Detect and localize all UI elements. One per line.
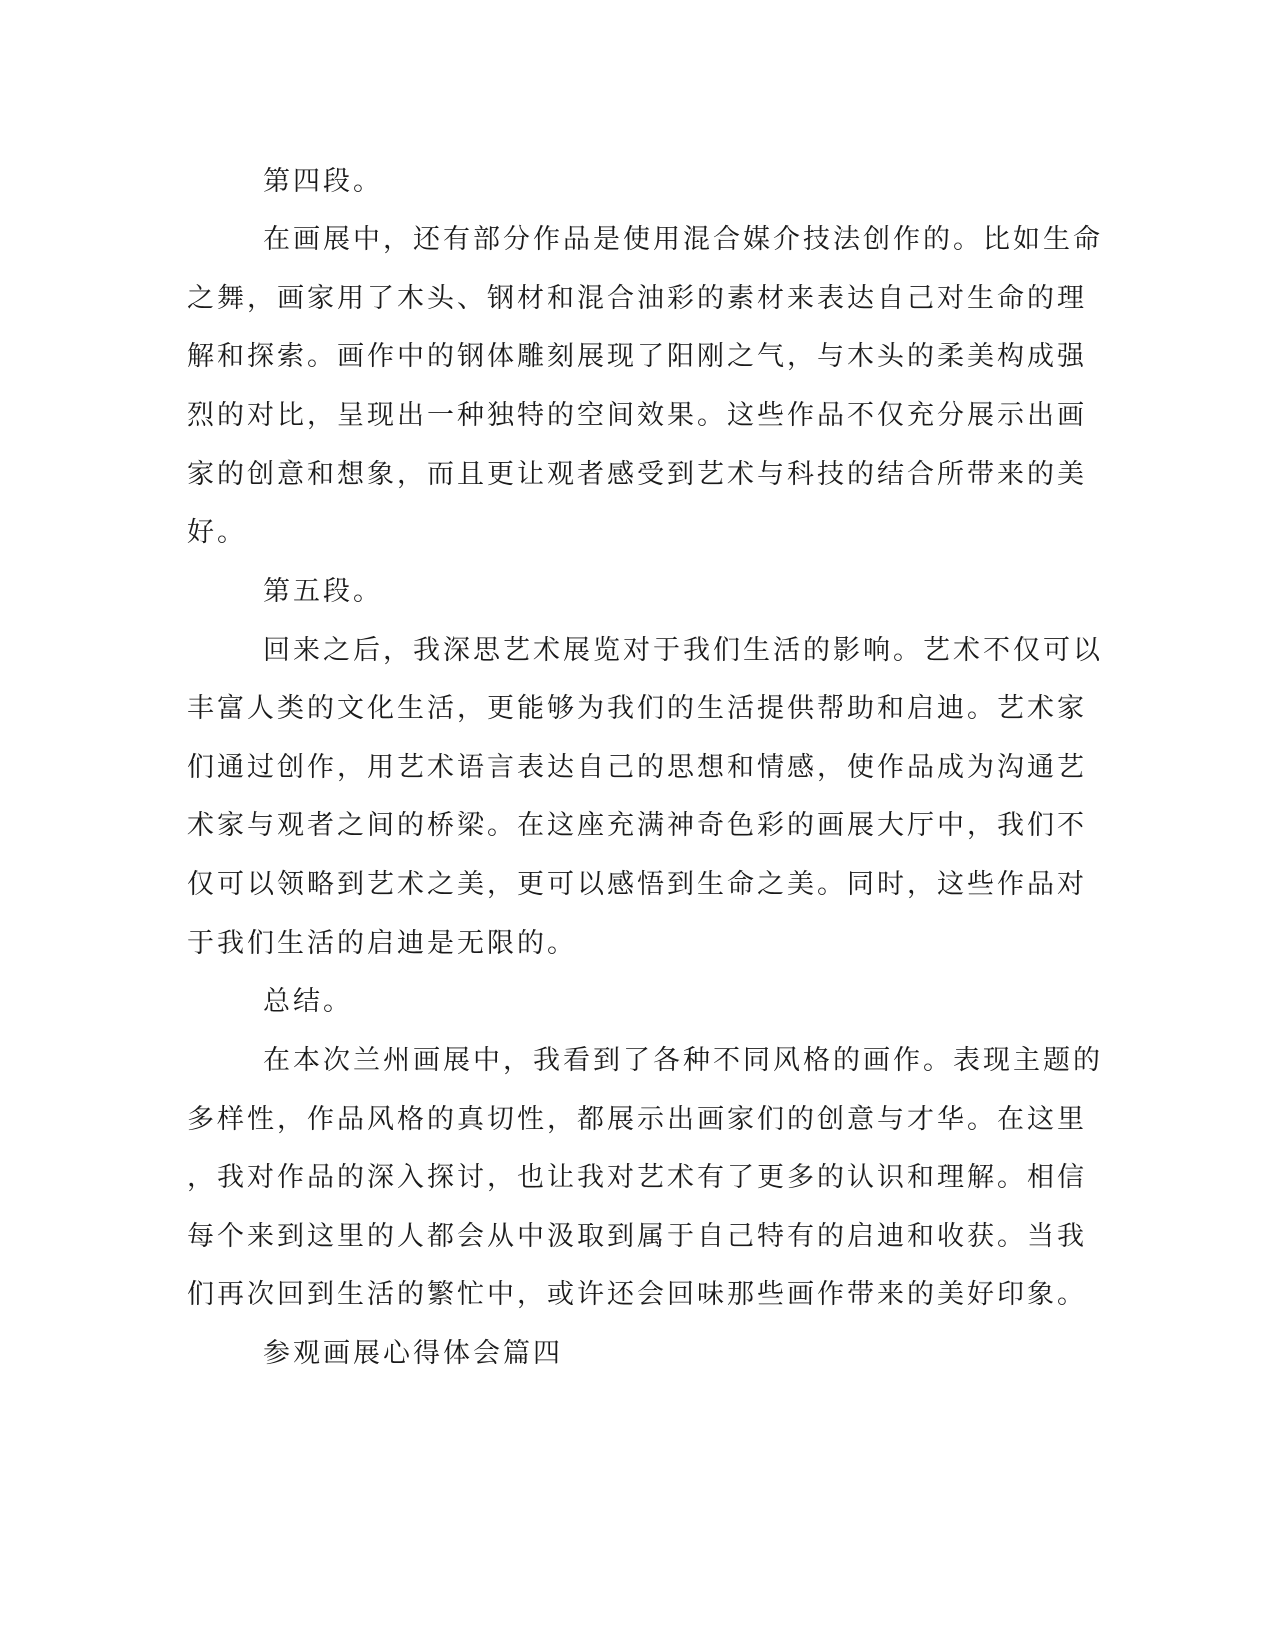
paragraph-line: 多样性，作品风格的真切性，都展示出画家们的创意与才华。在这里 bbox=[187, 1104, 1087, 1135]
paragraph-line: 解和探索。画作中的钢体雕刻展现了阳刚之气，与木头的柔美构成强 bbox=[187, 341, 1087, 372]
paragraph-line: 丰富人类的文化生活，更能够为我们的生活提供帮助和启迪。艺术家 bbox=[187, 693, 1087, 724]
paragraph-line: 们再次回到生活的繁忙中，或许还会回味那些画作带来的美好印象。 bbox=[187, 1279, 1087, 1310]
section-heading-summary: 总结。 bbox=[263, 986, 353, 1017]
section-heading-4: 第四段。 bbox=[263, 166, 383, 197]
paragraph-line: 回来之后，我深思艺术展览对于我们生活的影响。艺术不仅可以 bbox=[263, 635, 1103, 666]
paragraph-line: 之舞，画家用了木头、钢材和混合油彩的素材来表达自己对生命的理 bbox=[187, 283, 1087, 314]
paragraph-line: 们通过创作，用艺术语言表达自己的思想和情感，使作品成为沟通艺 bbox=[187, 752, 1087, 783]
paragraph-line: 仅可以领略到艺术之美，更可以感悟到生命之美。同时，这些作品对 bbox=[187, 869, 1087, 900]
section-heading-5: 第五段。 bbox=[263, 576, 383, 607]
paragraph-line: 术家与观者之间的桥梁。在这座充满神奇色彩的画展大厅中，我们不 bbox=[187, 810, 1087, 841]
paragraph-line: 每个来到这里的人都会从中汲取到属于自己特有的启迪和收获。当我 bbox=[187, 1221, 1087, 1252]
article-title-part-4: 参观画展心得体会篇四 bbox=[263, 1338, 563, 1369]
paragraph-line: 家的创意和想象，而且更让观者感受到艺术与科技的结合所带来的美 bbox=[187, 459, 1087, 490]
paragraph-line: 烈的对比，呈现出一种独特的空间效果。这些作品不仅充分展示出画 bbox=[187, 400, 1087, 431]
paragraph-line: 在本次兰州画展中，我看到了各种不同风格的画作。表现主题的 bbox=[263, 1045, 1103, 1076]
paragraph-line: 好。 bbox=[187, 517, 247, 548]
paragraph-line: 在画展中，还有部分作品是使用混合媒介技法创作的。比如生命 bbox=[263, 224, 1103, 255]
paragraph-line: ，我对作品的深入探讨，也让我对艺术有了更多的认识和理解。相信 bbox=[187, 1162, 1087, 1193]
paragraph-line: 于我们生活的启迪是无限的。 bbox=[187, 928, 577, 959]
